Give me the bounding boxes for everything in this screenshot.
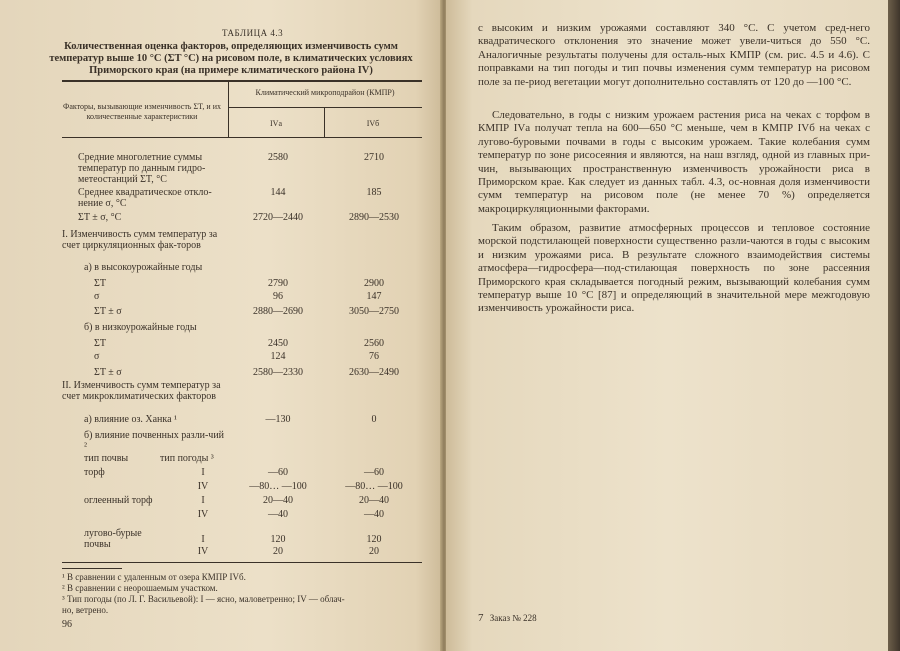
footnote-3-cont: но, ветрено. xyxy=(62,605,109,615)
header-col-ivb: IVб xyxy=(366,119,380,128)
right-page xyxy=(446,0,890,651)
table-title: Количественная оценка факторов, определяющих изменчивость сумм температур выше 10 °С (ΣT °С) на рисовом поле, в климатических условиях Приморского края (на примере климатического района IV) xyxy=(49,41,413,76)
book-spread: ТАБЛИЦА 4.3 Количественная оценка факторов, определяющих изменчивость сумм температур выше 10 °С (ΣT °С) на рисовом поле, в климатических условиях Приморского края (на примере климатического района IV) Факторы, вызывающие изменчивость ΣT, и их количественные характеристики Климатический микроподрайон (КМПР) IVа IVб Средние многолетние суммы температур по данным гидро-метеостанций ΣT, °С 2580 2710 Среднее квадратическое откло-нение σ, °С 144 185 ΣT ± σ, °С 2720—2440 2890—2530 I. Изменчивость сумм температур за счет циркуляционных фак-торов а) в высокоурожайные годы ΣT 2790 2900 σ 96 147 ΣT ± σ 2880—2690 3050—2750 б) в низкоурожайные годы ΣT 2450 2560 σ 124 76 ΣT ± σ 2580—2330 2630—2490 II. Изменчивость сумм температур за счет микроклиматических факторов а) влияние оз. Ханка ¹ —130 0 б) влияние почвенных разли-чий ² тип почвы тип погоды ³ торф I —60 —60 IV —80… —100 —80… —100 оглеенный торф I 20—40 20—40 IV —40 —40 лугово-бурые почвы I 120 120 IV 20 20 ¹ В сравнении с удаленным от озера КМПР IVб. ² В сравнении с неорошаемым участком. ³ Тип погоды (по Л. Г. Васильевой): I — ясно, маловетренно; IV — облач- но, ветрено. 96 с высоким и низким урожаями составляют 340 °С. С учетом сред-него квадратического отклонения это значение может увели-читься до 550 °С. Аналогичные результаты получены для осталь-ных КМПР (см. рис. 4.5 и 4.6). С поправками на тип погоды и тип почвы изменения сумм температур на рисовом поле за пе-риод вегетации могут дополнительно составлять от 120 до —100 °С. Следовательно, в годы с низким урожаем растения риса на чеках с торфом в КМПР IVа получат тепла на 600—650 °С меньше, чем в КМПР IVб на чеках с лугово-буровыми почвами в годы с высоким урожаем. Такие колебания сумм температур по зоне рисосеяния и являются, на наш взгляд, одной из главных при-чин, вызывающих пространственную изменчивость урожайности риса в Приморском крае. Как следует из данных табл. 4.3, ос-новная доля изменчивости сумм температур на рисовом поле (не менее 70 %) определяется макроциркуляционными факторами. Таким образом, развитие атмосферных процессов и тепловое состояние морской подстилающей поверхности существенно разли-чаются в годы с высоким и низким урожаями риса. В результате сложного взаимодействия системы атмосфера—гидросфера—под-стилающая поверхность по зоне рассеяния Приморского края складывается погодный режим, вызывающий колебания сумм температур выше 10 °С [87] и определяющий в значительной мере межгодовую изменчивость урожайности риса. 7 Заказ № 228 xyxy=(0,0,900,651)
footnote-2: ² В сравнении с неорошаемым участком. xyxy=(62,583,218,593)
table-label: ТАБЛИЦА 4.3 xyxy=(222,28,284,38)
paragraph-1: с высоким и низким урожаями составляют 340 °С. С учетом сред-него квадратического отклонения это значение может увели-читься до 550 °С. Аналогичные результаты получены для осталь-ных КМПР (см. рис. 4.5 и 4.6). С поправками на тип погоды и тип почвы изменения сумм температур на рисовом поле за пе-риод вегетации могут дополнительно составлять от 120 до —100 °С. xyxy=(478,22,870,88)
table-bottom-rule xyxy=(62,562,422,563)
signature-number: 7 xyxy=(478,612,484,624)
header-bottom-rule xyxy=(62,137,422,138)
paragraph-3: Таким образом, развитие атмосферных процессов и тепловое состояние морской подстилающей поверхности существенно разли-чаются в годы с высоким и низким урожаями риса. В результате сложного взаимодействия системы атмосфера—гидросфера—под-стилающая поверхность по зоне рассеяния Приморского края складывается погодный режим, вызывающий колебания сумм температур выше 10 °С [87] и определяющий в значительной мере межгодовую изменчивость урожайности риса. xyxy=(478,222,870,315)
header-microregion: Климатический микроподрайон (КМПР) xyxy=(255,88,395,97)
page-number-left: 96 xyxy=(62,619,72,630)
paragraph-2: Следовательно, в годы с низким урожаем растения риса на чеках с торфом в КМПР IVа получат тепла на 600—650 °С меньше, чем в КМПР IVб на чеках с лугово-буровыми почвами в годы с высоким урожаем. Такие колебания сумм температур по зоне рисосеяния и являются, на наш взгляд, одной из главных при-чин, вызывающих пространственную изменчивость урожайности риса в Приморском крае. Как следует из данных табл. 4.3, ос-новная доля изменчивости сумм температур на рисовом поле (не менее 70 %) определяется макроциркуляционными факторами. xyxy=(478,109,870,215)
header-col-iva: IVа xyxy=(270,119,282,128)
header-factors: Факторы, вызывающие изменчивость ΣT, и их количественные характеристики xyxy=(63,102,221,121)
order-label: Заказ № 228 xyxy=(489,613,537,623)
page-edge xyxy=(888,0,900,651)
signature-footer xyxy=(478,612,537,624)
footnote-1: ¹ В сравнении с удаленным от озера КМПР IVб. xyxy=(62,572,246,582)
table-top-rule xyxy=(62,80,422,82)
header-divider-2 xyxy=(324,107,325,137)
footnote-rule xyxy=(62,568,122,569)
footnote-3: ³ Тип погоды (по Л. Г. Васильевой): I — ясно, маловетренно; IV — облач- xyxy=(62,594,345,604)
header-mid-rule xyxy=(228,107,422,108)
